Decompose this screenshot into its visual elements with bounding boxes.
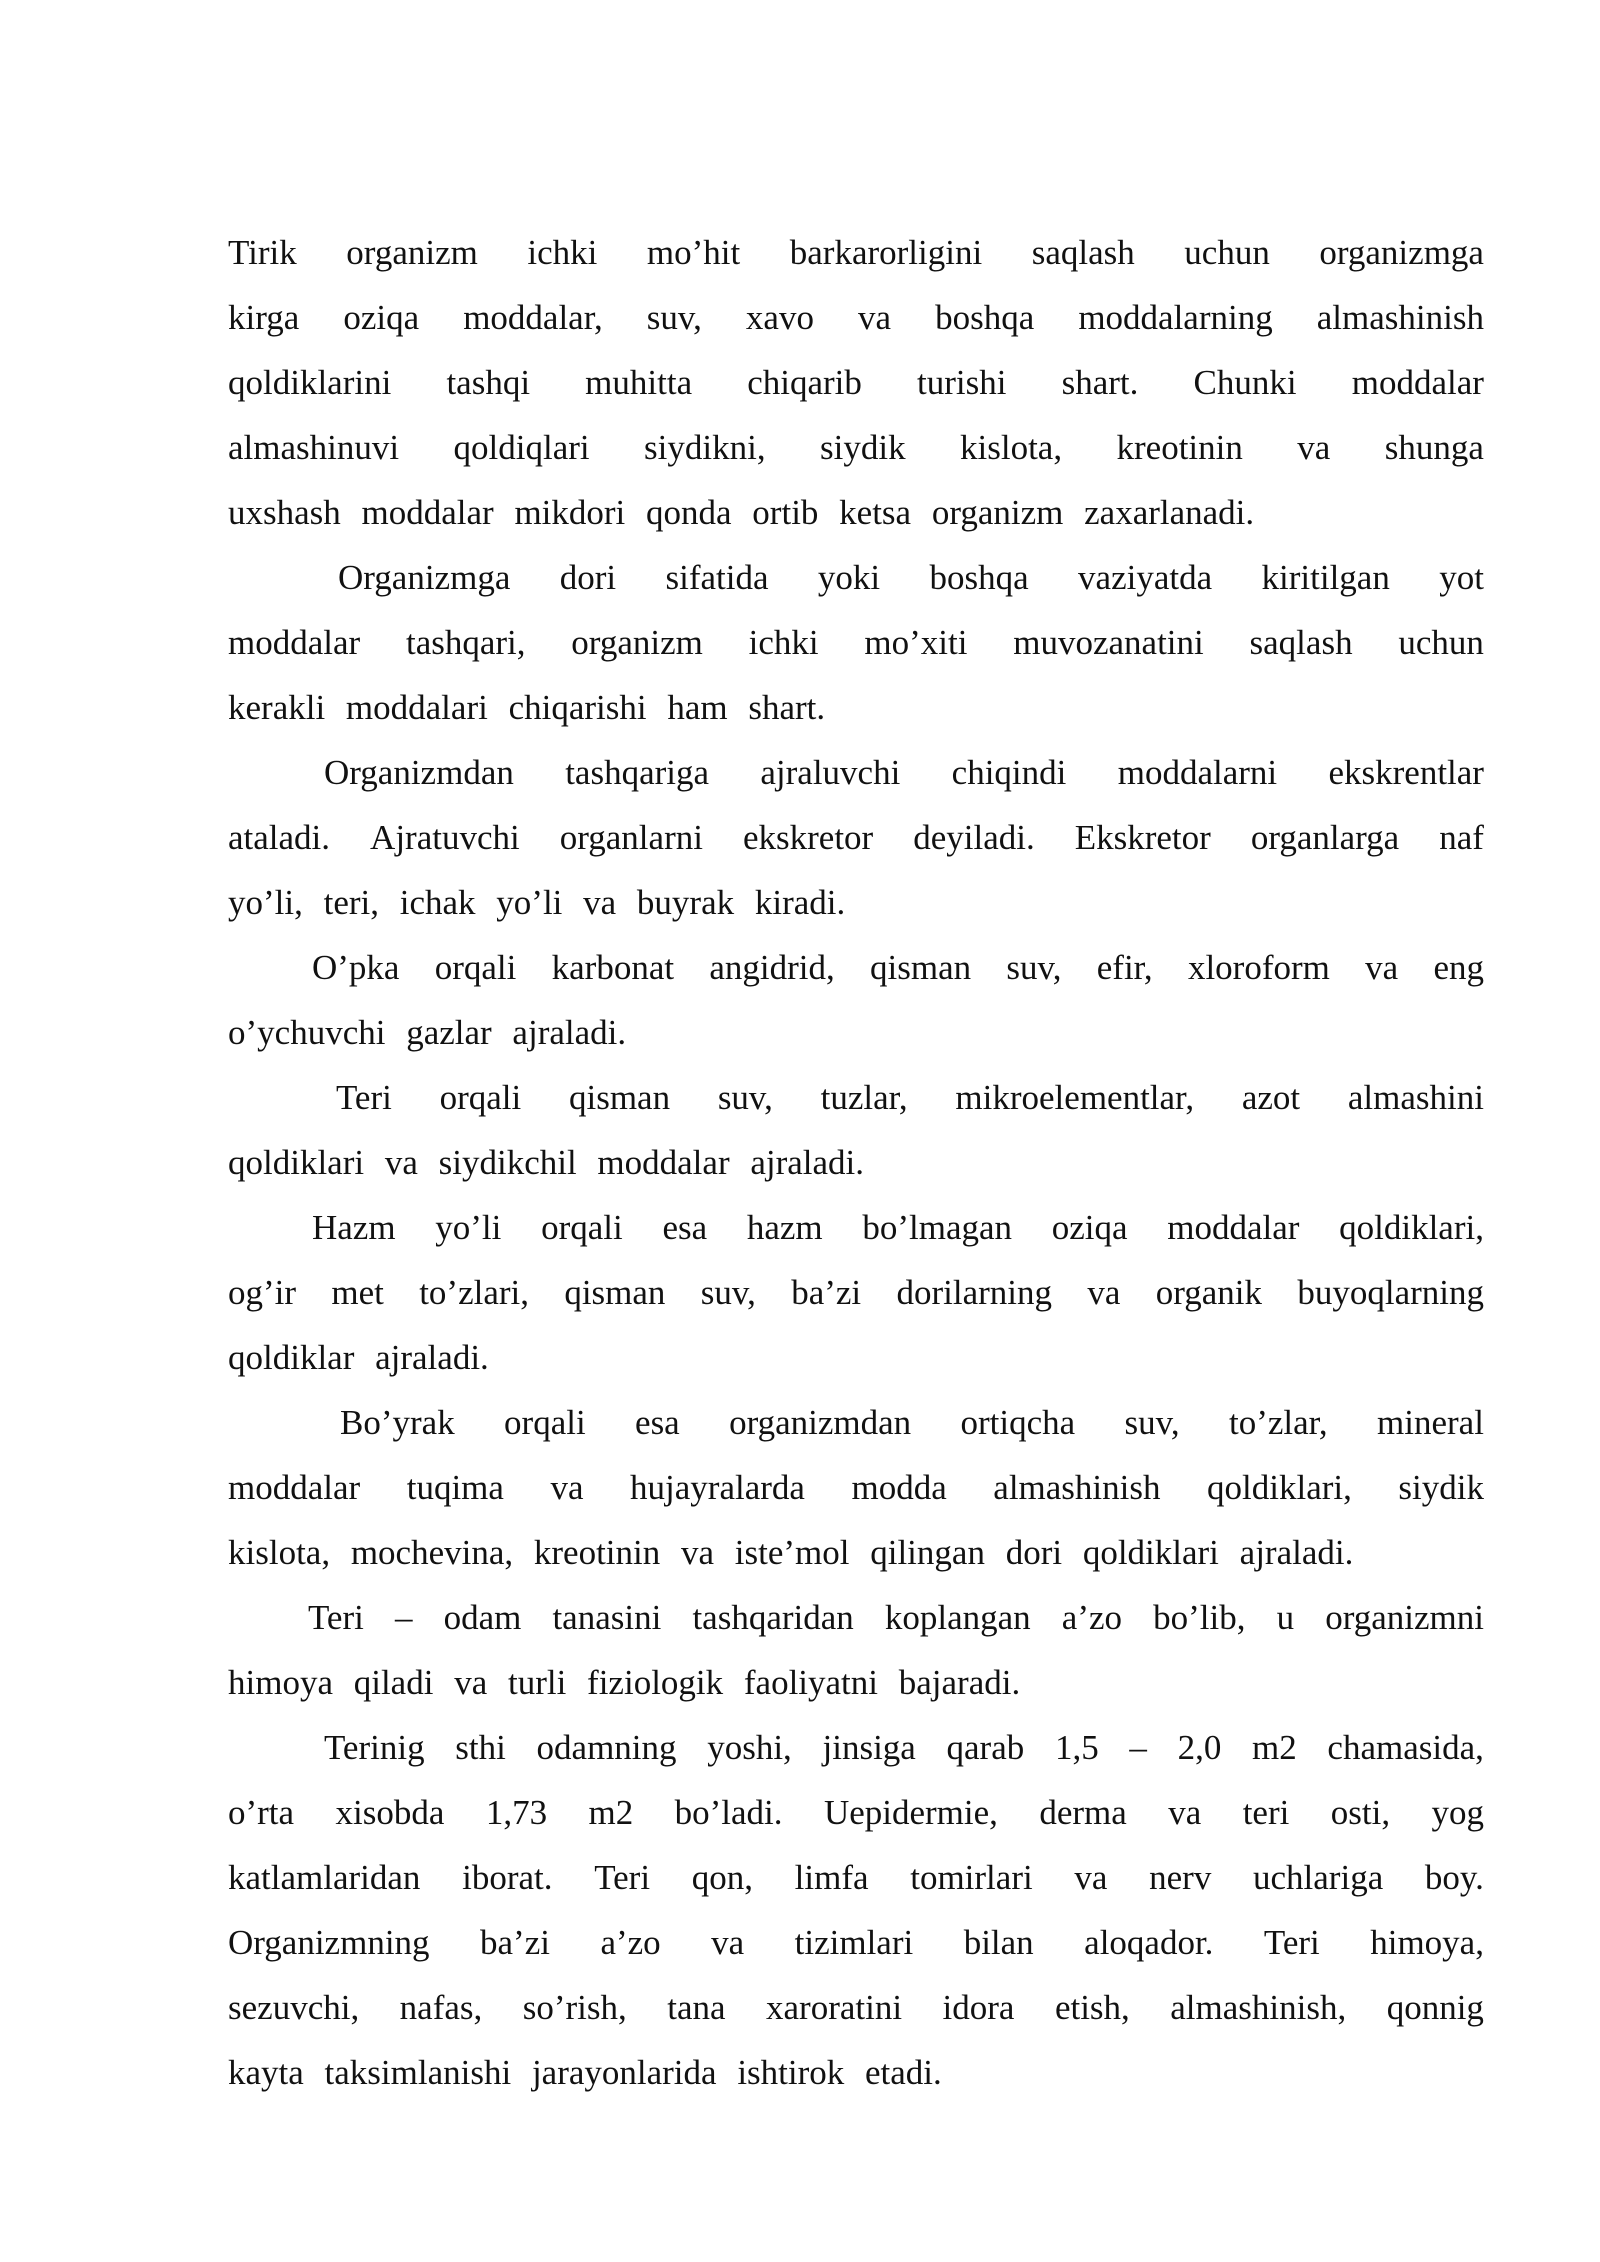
text-line: [228, 1975, 1484, 2040]
word: siydik: [820, 428, 906, 467]
word: suv,: [1006, 948, 1062, 987]
word: turishi: [917, 363, 1007, 402]
word: barkarorligini: [789, 233, 983, 272]
word: shunga: [1384, 428, 1484, 467]
word: osti,: [1330, 1793, 1391, 1832]
word: nafas,: [399, 1988, 483, 2027]
word: va: [858, 298, 892, 337]
word: Ekskretor: [1074, 818, 1211, 857]
word: orqali: [439, 1078, 522, 1117]
line-text: kayta taksimlanishi jarayonlarida ishtirok etadi.: [228, 2053, 942, 2092]
document-body-text: [228, 220, 1484, 2105]
word: modda: [851, 1468, 947, 1507]
word: ichki: [748, 623, 819, 662]
word: deyiladi.: [913, 818, 1035, 857]
word: yot: [1439, 558, 1484, 597]
word: limfa: [794, 1858, 869, 1897]
line-text: qoldiklar ajraladi.: [228, 1338, 489, 1377]
word: suv,: [700, 1273, 756, 1312]
word: bo’lib,: [1153, 1598, 1246, 1637]
word: uchun: [1184, 233, 1270, 272]
text-line: [228, 350, 1484, 415]
word: suv,: [646, 298, 702, 337]
word: tashqi: [446, 363, 531, 402]
word: nerv: [1149, 1858, 1212, 1897]
word: ekskretor: [742, 818, 874, 857]
word: qoldiklari,: [1339, 1208, 1484, 1247]
word: Tirik: [228, 233, 297, 272]
word: tomirlari: [910, 1858, 1033, 1897]
word: organlarni: [559, 818, 703, 857]
text-line: [228, 675, 1484, 740]
word: Teri: [308, 1598, 364, 1637]
line-text: kislota, mochevina, kreotinin va iste’mol qilingan dori qoldiklari ajraladi.: [228, 1533, 1354, 1572]
word: m2: [1252, 1728, 1297, 1767]
word: chiqindi: [951, 753, 1067, 792]
line-text: qoldiklari va siydikchil moddalar ajraladi.: [228, 1143, 865, 1182]
text-line: [228, 1260, 1484, 1325]
word: esa: [662, 1208, 708, 1247]
word: suv,: [1124, 1403, 1180, 1442]
text-line: [228, 935, 1484, 1000]
word: efir,: [1096, 948, 1153, 987]
word: organizmga: [1319, 233, 1484, 272]
word: sthi: [455, 1728, 506, 1767]
word: Organizmdan: [324, 753, 514, 792]
word: a’zo: [1061, 1598, 1123, 1637]
word: ekskrentlar: [1328, 753, 1484, 792]
word: orqali: [504, 1403, 586, 1442]
word: mo’hit: [646, 233, 741, 272]
word: moddalarni: [1117, 753, 1278, 792]
word: almashinish: [1316, 298, 1484, 337]
word: Teri: [594, 1858, 651, 1897]
word: og’ir: [228, 1273, 297, 1312]
word: Bo’yrak: [340, 1403, 455, 1442]
word: derma: [1039, 1793, 1127, 1832]
text-line: [228, 1195, 1484, 1260]
word: saqlash: [1249, 623, 1353, 662]
word: Uepidermie,: [823, 1793, 998, 1832]
word: qisman: [564, 1273, 666, 1312]
word: mineral: [1377, 1403, 1484, 1442]
word: ajraluvchi: [760, 753, 901, 792]
word: va: [1074, 1858, 1108, 1897]
word: boy.: [1424, 1858, 1484, 1897]
text-line: [228, 1455, 1484, 1520]
word: saqlash: [1031, 233, 1135, 272]
word: azot: [1241, 1078, 1301, 1117]
word: qonnig: [1386, 1988, 1484, 2027]
word: moddalar: [1167, 1208, 1300, 1247]
word: muhitta: [585, 363, 693, 402]
word: angidrid,: [709, 948, 835, 987]
line-text: himoya qiladi va turli fiziologik faoliyatni bajaradi.: [228, 1663, 1021, 1702]
text-line: [228, 870, 1484, 935]
word: qon,: [691, 1858, 753, 1897]
word: boshqa: [929, 558, 1029, 597]
word: organik: [1155, 1273, 1263, 1312]
text-line: [228, 1000, 1484, 1065]
word: aloqador.: [1084, 1923, 1214, 1962]
text-line: [228, 1065, 1484, 1130]
word: met: [331, 1273, 384, 1312]
word: Organizmga: [338, 558, 511, 597]
text-line: [228, 740, 1484, 805]
line-text: kerakli moddalari chiqarishi ham shart.: [228, 688, 826, 727]
word: buyoqlarning: [1297, 1273, 1484, 1312]
word: suv,: [717, 1078, 773, 1117]
word: qoldiqlari: [453, 428, 590, 467]
word: siydik: [1398, 1468, 1484, 1507]
word: Teri: [1263, 1923, 1320, 1962]
word: Terinig: [324, 1728, 425, 1767]
text-line: [228, 1390, 1484, 1455]
word: va: [1297, 428, 1331, 467]
word: 2,0: [1177, 1728, 1222, 1767]
word: orqali: [541, 1208, 623, 1247]
text-line: [228, 2040, 1484, 2105]
word: Chunki: [1193, 363, 1297, 402]
word: ataladi.: [228, 818, 331, 857]
text-line: [228, 220, 1484, 285]
word: –: [1129, 1728, 1147, 1767]
word: karbonat: [551, 948, 675, 987]
word: hujayralarda: [630, 1468, 805, 1507]
word: kiritilgan: [1261, 558, 1390, 597]
word: almashinish: [993, 1468, 1161, 1507]
word: siydikni,: [644, 428, 766, 467]
word: qarab: [946, 1728, 1025, 1767]
word: hazm: [746, 1208, 823, 1247]
word: Teri: [336, 1078, 392, 1117]
word: yoshi,: [707, 1728, 792, 1767]
text-line: [228, 1585, 1484, 1650]
text-line: [228, 1325, 1484, 1390]
word: mikroelementlar,: [955, 1078, 1195, 1117]
word: u: [1276, 1598, 1295, 1637]
word: tashqaridan: [692, 1598, 854, 1637]
text-line: [228, 1845, 1484, 1910]
word: mo’xiti: [864, 623, 968, 662]
word: organizm: [571, 623, 703, 662]
word: vaziyatda: [1078, 558, 1213, 597]
text-line: [228, 1650, 1484, 1715]
word: organizm: [346, 233, 478, 272]
word: va: [1087, 1273, 1121, 1312]
line-text: o’ychuvchi gazlar ajraladi.: [228, 1013, 627, 1052]
word: idora: [942, 1988, 1015, 2027]
word: xloroform: [1187, 948, 1330, 987]
word: esa: [635, 1403, 680, 1442]
word: m2: [588, 1793, 634, 1832]
text-line: [228, 415, 1484, 480]
text-line: [228, 545, 1484, 610]
word: moddalarning: [1078, 298, 1273, 337]
word: ba’zi: [791, 1273, 862, 1312]
word: almashini: [1347, 1078, 1484, 1117]
word: Organizmning: [228, 1923, 430, 1962]
word: himoya,: [1370, 1923, 1484, 1962]
word: kreotinin: [1116, 428, 1243, 467]
word: Hazm: [312, 1208, 396, 1247]
word: kirga: [228, 298, 300, 337]
word: uchun: [1398, 623, 1484, 662]
word: chamasida,: [1327, 1728, 1484, 1767]
word: ba’zi: [480, 1923, 550, 1962]
word: 1,5: [1054, 1728, 1099, 1767]
word: organizmdan: [729, 1403, 912, 1442]
word: O’pka: [312, 948, 400, 987]
text-line: [228, 1910, 1484, 1975]
word: sezuvchi,: [228, 1988, 360, 2027]
word: dori: [559, 558, 617, 597]
word: so’rish,: [522, 1988, 627, 2027]
word: to’zlari,: [419, 1273, 529, 1312]
word: xavo: [745, 298, 814, 337]
word: tashqari,: [405, 623, 526, 662]
word: tizimlari: [794, 1923, 914, 1962]
word: almashinuvi: [228, 428, 400, 467]
line-text: uxshash moddalar mikdori qonda ortib ketsa organizm zaxarlanadi.: [228, 493, 1255, 532]
word: tana: [667, 1988, 726, 2027]
word: qoldiklarini: [228, 363, 392, 402]
word: naf: [1439, 818, 1484, 857]
word: oziqa: [343, 298, 420, 337]
word: xisobda: [335, 1793, 445, 1832]
word: ortiqcha: [960, 1403, 1076, 1442]
word: iborat.: [462, 1858, 553, 1897]
word: muvozanatini: [1013, 623, 1204, 662]
word: moddalar: [228, 623, 361, 662]
word: tanasini: [552, 1598, 662, 1637]
word: o’rta: [228, 1793, 295, 1832]
word: qisman: [870, 948, 972, 987]
word: tuqima: [406, 1468, 504, 1507]
word: Ajratuvchi: [370, 818, 520, 857]
word: yog: [1431, 1793, 1484, 1832]
word: tashqariga: [565, 753, 710, 792]
word: moddalar,: [463, 298, 603, 337]
text-line: [228, 1520, 1484, 1585]
word: bo’ladi.: [674, 1793, 783, 1832]
line-text: yo’li, teri, ichak yo’li va buyrak kiradi.: [228, 883, 846, 922]
word: jinsiga: [822, 1728, 916, 1767]
word: –: [394, 1598, 413, 1637]
text-line: [228, 1780, 1484, 1845]
word: shart.: [1061, 363, 1139, 402]
word: va: [1168, 1793, 1202, 1832]
word: orqali: [434, 948, 517, 987]
word: dorilarning: [896, 1273, 1053, 1312]
word: xaroratini: [766, 1988, 903, 2027]
word: yoki: [817, 558, 881, 597]
word: etish,: [1054, 1988, 1130, 2027]
word: koplangan: [884, 1598, 1031, 1637]
word: almashinish,: [1170, 1988, 1347, 2027]
word: va: [711, 1923, 745, 1962]
word: 1,73: [485, 1793, 548, 1832]
word: qoldiklari,: [1207, 1468, 1352, 1507]
text-line: [228, 480, 1484, 545]
text-line: [228, 1130, 1484, 1195]
word: bo’lmagan: [862, 1208, 1013, 1247]
word: chiqarib: [747, 363, 862, 402]
word: ichki: [527, 233, 598, 272]
word: qisman: [568, 1078, 671, 1117]
text-line: [228, 1715, 1484, 1780]
word: moddalar: [1351, 363, 1484, 402]
word: eng: [1433, 948, 1484, 987]
word: moddalar: [228, 1468, 361, 1507]
text-line: [228, 610, 1484, 675]
word: a’zo: [600, 1923, 661, 1962]
word: oziqa: [1051, 1208, 1128, 1247]
word: odamning: [536, 1728, 677, 1767]
word: sifatida: [665, 558, 769, 597]
word: uchlariga: [1253, 1858, 1384, 1897]
word: organizmni: [1325, 1598, 1484, 1637]
word: kislota,: [960, 428, 1063, 467]
word: bilan: [963, 1923, 1034, 1962]
text-line: [228, 285, 1484, 350]
word: to’zlar,: [1228, 1403, 1328, 1442]
text-line: [228, 805, 1484, 870]
word: va: [550, 1468, 584, 1507]
word: odam: [443, 1598, 522, 1637]
word: organlarga: [1250, 818, 1400, 857]
word: tuzlar,: [820, 1078, 908, 1117]
word: boshqa: [935, 298, 1035, 337]
word: yo’li: [435, 1208, 502, 1247]
word: va: [1365, 948, 1399, 987]
word: katlamlaridan: [228, 1858, 421, 1897]
word: teri: [1242, 1793, 1290, 1832]
